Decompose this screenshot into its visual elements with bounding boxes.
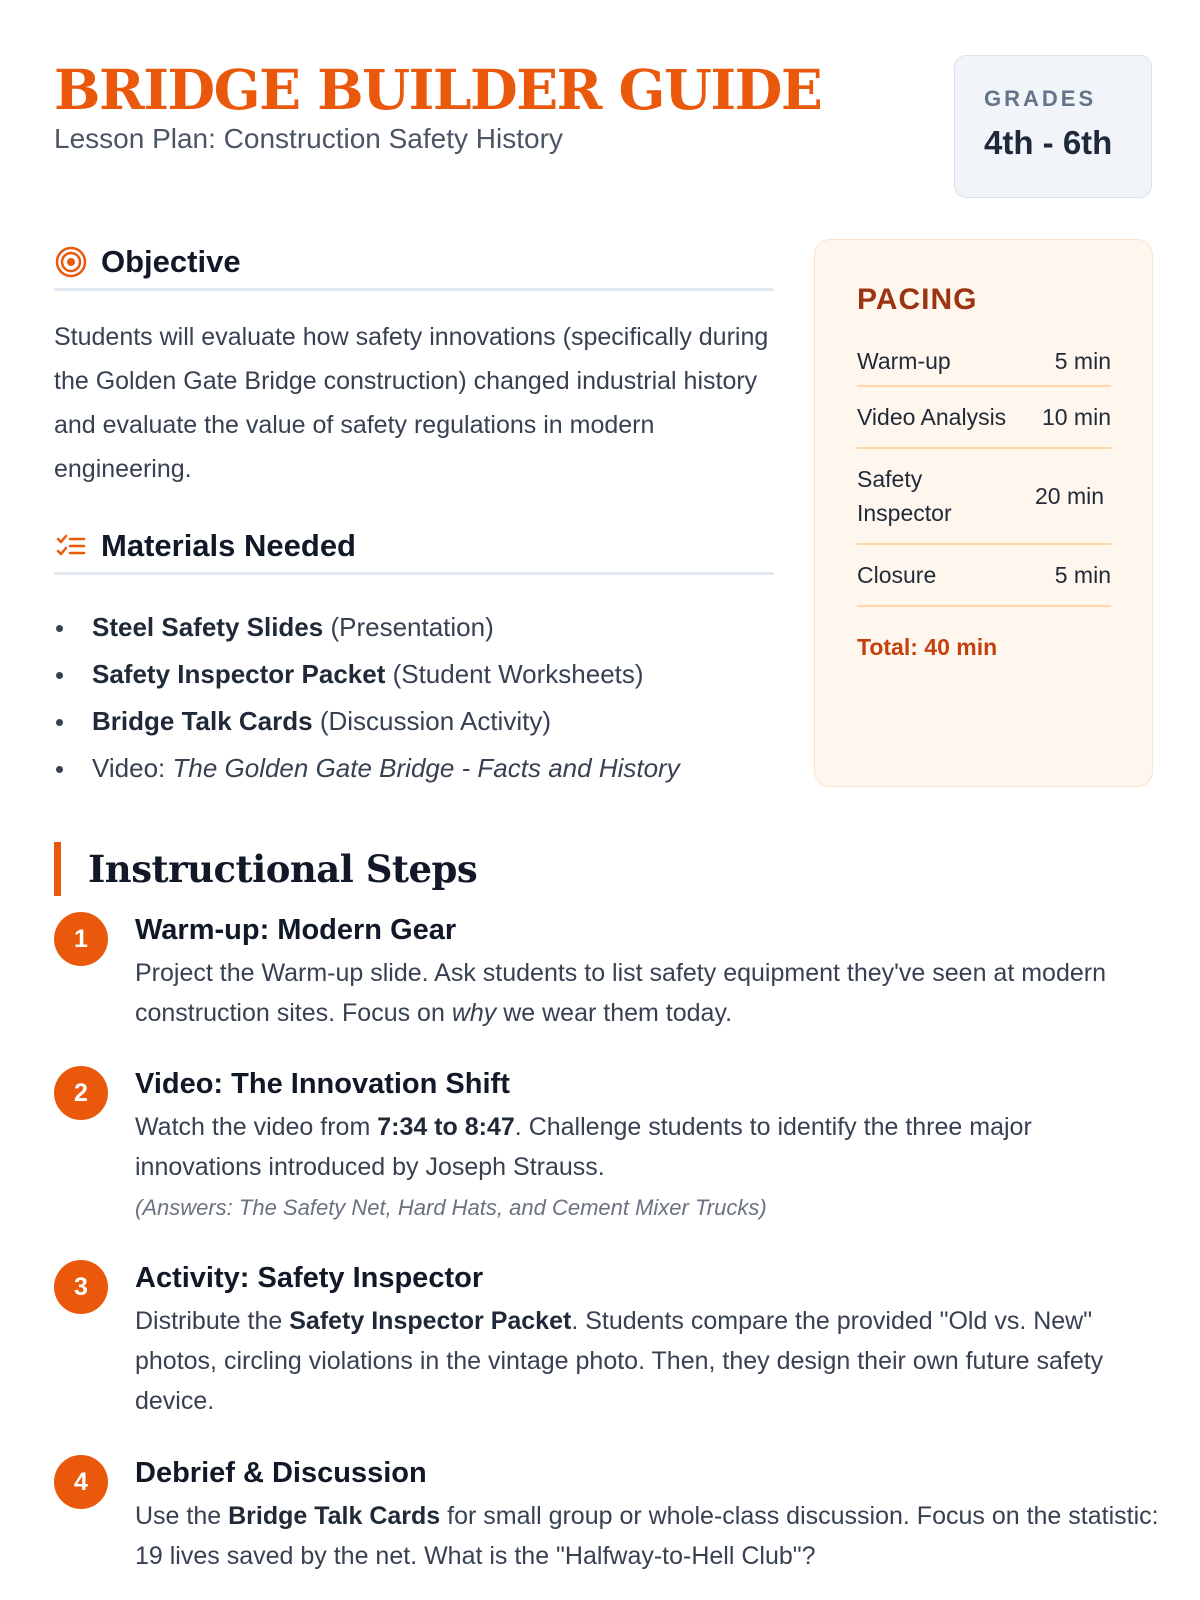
pacing-row [857, 449, 1111, 545]
list-item [54, 651, 794, 698]
material-type: (Presentation) [323, 612, 494, 642]
step-title: Debrief & Discussion [135, 1457, 427, 1489]
page-subtitle: Lesson Plan: Construction Safety History [54, 123, 563, 154]
step-text-part: Use the [135, 1502, 229, 1530]
steps-heading [54, 842, 477, 896]
pacing-row [857, 545, 1111, 607]
step-text-strong: Safety Inspector Packet [289, 1307, 572, 1335]
materials-list [54, 604, 794, 792]
step-title: Video: The Innovation Shift [135, 1068, 510, 1100]
pacing-activity: Safety Inspector [857, 466, 952, 526]
step-text-part: . Challenge students to identify the three major innovations introduced by Joseph Strauss. [135, 1113, 1032, 1181]
step-text-part: Project the Warm-up slide. Ask students to list safety equipment they've seen at modern construction sites. Focus on [135, 959, 1106, 1027]
checklist-icon [54, 530, 87, 563]
materials-heading-label: Materials Needed [101, 528, 356, 563]
page-title: BRIDGE BUILDER GUIDE [54, 57, 822, 122]
step-text-emphasis: why [451, 999, 497, 1027]
pacing-row [857, 387, 1111, 449]
step-number-badge: 4 [54, 1455, 108, 1509]
objective-heading-label: Objective [101, 244, 241, 279]
step-text-part: . Students compare the provided "Old vs. New" photos, circling violations in the vintage photo. Then, they design their own future safety device. [135, 1307, 1104, 1415]
pacing-activity: Video Analysis [857, 404, 1007, 430]
step-item [54, 912, 1164, 1033]
pacing-activity: Warm-up [857, 348, 951, 374]
objective-heading [54, 236, 774, 291]
step-number-badge: 3 [54, 1260, 108, 1314]
step-title: Activity: Safety Inspector [135, 1262, 484, 1294]
pacing-row [857, 337, 1111, 387]
steps-heading-label: Instructional Steps [88, 847, 478, 891]
grades-value: 4th - 6th [984, 124, 1113, 161]
target-icon [54, 246, 87, 279]
material-name: Safety Inspector Packet [92, 659, 386, 689]
step-text-part: for small group or whole-class discussion. Focus on the statistic: 19 lives saved by the net. What is the "Halfway-to-Hell Club"? [135, 1502, 1159, 1570]
material-name: Bridge Talk Cards [92, 706, 313, 736]
step-text [135, 1107, 1164, 1187]
material-type: (Discussion Activity) [312, 706, 551, 736]
pacing-time: 20 min [1035, 483, 1105, 509]
step-text-strong: 7:34 to 8:47 [377, 1113, 515, 1141]
material-name: Steel Safety Slides [92, 612, 324, 642]
step-item [54, 1260, 1164, 1421]
step-item [54, 1066, 1164, 1223]
pacing-activity: Closure [857, 562, 937, 588]
pacing-time: 5 min [1054, 562, 1111, 588]
step-answer-note: (Answers: The Safety Net, Hard Hats, and Cement Mixer Trucks) [135, 1195, 767, 1220]
step-title: Warm-up: Modern Gear [135, 914, 457, 946]
list-item [54, 745, 794, 792]
step-number-badge: 1 [54, 912, 108, 966]
step-number-badge: 2 [54, 1066, 108, 1120]
pacing-total: Total: 40 min [857, 634, 998, 660]
materials-heading [54, 520, 774, 575]
step-text-part: we wear them today. [496, 999, 733, 1027]
step-text-part: Watch the video from [135, 1113, 378, 1141]
material-type: (Student Worksheets) [385, 659, 644, 689]
objective-text: Students will evaluate how safety innovations (specifically during the Golden Gate Bridge construction) changed industrial history and evaluate the value of safety regulations in modern engineering. [54, 323, 769, 483]
step-text [135, 953, 1164, 1033]
material-prefix: Video: [92, 753, 173, 783]
header [54, 58, 834, 156]
step-text-part: Distribute the [135, 1307, 290, 1335]
pacing-time: 10 min [1041, 404, 1111, 430]
list-item [54, 604, 794, 651]
video-title: The Golden Gate Bridge - Facts and History [172, 753, 680, 783]
grades-label: GRADES [984, 86, 1097, 111]
list-item [54, 698, 794, 745]
step-text [135, 1496, 1164, 1576]
pacing-card [814, 239, 1153, 787]
grades-badge [954, 55, 1152, 198]
step-text-strong: Bridge Talk Cards [228, 1502, 441, 1530]
step-item [54, 1455, 1164, 1576]
pacing-time: 5 min [1054, 348, 1111, 374]
pacing-title: PACING [857, 283, 978, 316]
step-text [135, 1301, 1164, 1421]
